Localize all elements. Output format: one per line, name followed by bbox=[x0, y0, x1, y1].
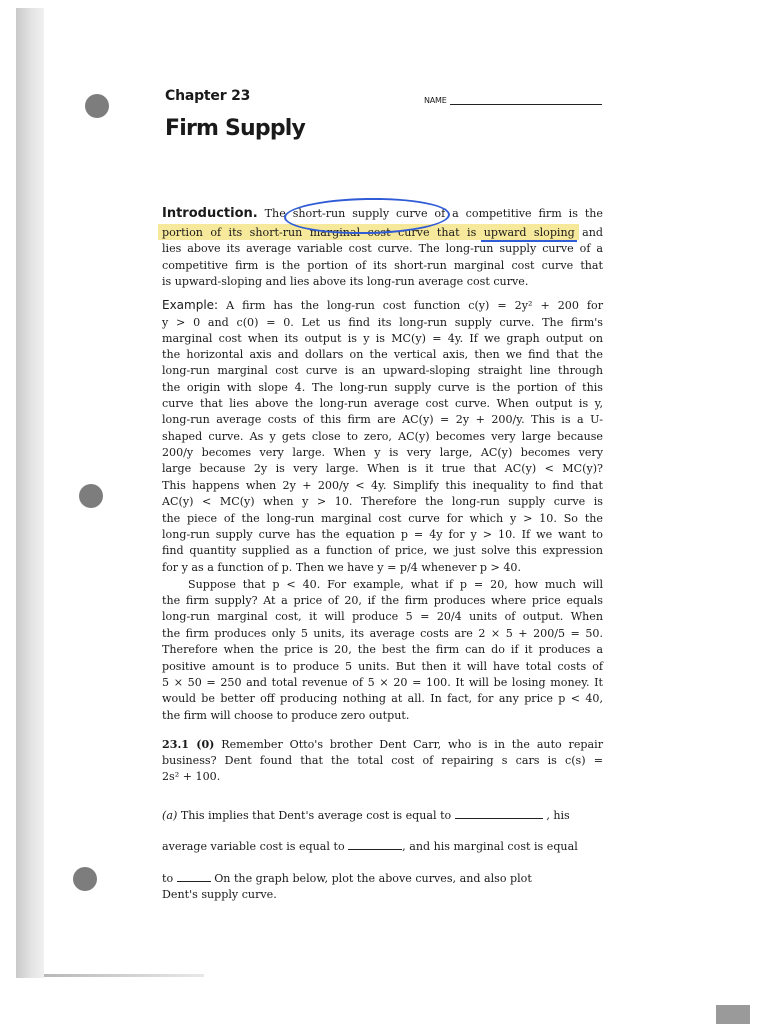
example-line: 200/y becomes very large. When y is very large, AC(y) becomes very bbox=[162, 446, 603, 459]
page-edge-shadow bbox=[44, 974, 204, 977]
example-line: curve that lies above the long-run average cost curve. When output is y, bbox=[162, 397, 603, 410]
example-line: AC(y) < MC(y) when y > 10. Therefore the long-run supply curve is bbox=[162, 495, 603, 508]
example-line: y > 0 and c(0) = 0. Let us find its long-run supply curve. The firm's bbox=[162, 316, 603, 329]
intro-heading: Introduction. bbox=[162, 206, 258, 221]
example-line: long-run marginal cost curve is an upward-sloping straight line through bbox=[162, 364, 603, 377]
average-cost-blank[interactable] bbox=[455, 809, 543, 819]
example-line: shaped curve. As y gets close to zero, AC(y) becomes very large because bbox=[162, 430, 603, 443]
example-line: the firm will choose to produce zero output. bbox=[162, 709, 410, 722]
pen-underline-mark bbox=[481, 240, 577, 242]
problem-line: 23.1 (0) Remember Otto's brother Dent Carr, who is in the auto repair bbox=[162, 738, 603, 751]
example-line: for y as a function of p. Then we have y = p/4 whenever p > 40. bbox=[162, 561, 522, 574]
problem-number: 23.1 (0) bbox=[162, 738, 215, 751]
intro-line: lies above its average variable cost curve. The long-run supply curve of a bbox=[162, 242, 603, 255]
example-line: 5 × 50 = 250 and total revenue of 5 × 20 = 100. It will be losing money. It bbox=[162, 676, 603, 689]
part-a-label: (a) bbox=[162, 809, 178, 822]
example-line: long-run average costs of this firm are AC(y) = 2y + 200/y. This is a U- bbox=[162, 413, 603, 426]
example-heading: Example: bbox=[162, 298, 219, 312]
chapter-label: Chapter 23 bbox=[165, 88, 251, 104]
example-line: large because 2y is very large. When is it true that AC(y) < MC(y)? bbox=[162, 462, 603, 475]
example-line: This happens when 2y + 200/y < 4y. Simplify this inequality to find that bbox=[162, 479, 603, 492]
scan-corner-mark bbox=[716, 1005, 750, 1024]
intro-line: is upward-sloping and lies above its long-run average cost curve. bbox=[162, 275, 529, 288]
problem-line: business? Dent found that the total cost of repairing s cars is c(s) = bbox=[162, 754, 603, 767]
example-line: long-run marginal cost, it will produce 5 = 20/4 units of output. When bbox=[162, 610, 603, 623]
binder-edge-shadow bbox=[16, 8, 44, 978]
example-line: Therefore when the price is 20, the best the firm can do if it produces a bbox=[162, 643, 603, 656]
example-line: the origin with slope 4. The long-run supply curve is the portion of this bbox=[162, 381, 603, 394]
punch-hole-icon bbox=[73, 867, 97, 891]
name-field-label: NAME bbox=[424, 96, 447, 105]
average-variable-cost-blank[interactable] bbox=[348, 840, 402, 850]
intro-line: competitive firm is the portion of its short-run marginal cost curve that bbox=[162, 259, 603, 272]
example-line: find quantity supplied as a function of price, we just solve this expression bbox=[162, 544, 603, 557]
example-line: would be better off producing nothing at all. In fact, for any price p < 40, bbox=[162, 692, 603, 705]
example-line: the firm produces only 5 units, its average costs are 2 × 5 + 200/5 = 50. bbox=[162, 627, 603, 640]
part-a-line: average variable cost is equal to , and his marginal cost is equal bbox=[162, 840, 578, 853]
punch-hole-icon bbox=[85, 94, 109, 118]
page-title: Firm Supply bbox=[165, 116, 306, 141]
example-line: long-run supply curve has the equation p = 4y for y > 10. If we want to bbox=[162, 528, 603, 541]
punch-hole-icon bbox=[79, 484, 103, 508]
part-a-line: Dent's supply curve. bbox=[162, 888, 277, 901]
name-field-line bbox=[450, 104, 602, 105]
part-a-line: to On the graph below, plot the above curves, and also plot bbox=[162, 872, 532, 885]
example-line: positive amount is to produce 5 units. But then it will have total costs of bbox=[162, 660, 603, 673]
intro-line: portion of its short-run marginal cost curve that is upward sloping and bbox=[162, 226, 603, 239]
example-line: Example: A firm has the long-run cost function c(y) = 2y² + 200 for bbox=[162, 298, 603, 312]
problem-line: 2s² + 100. bbox=[162, 770, 221, 783]
example-line: the firm supply? At a price of 20, if the firm produces where price equals bbox=[162, 594, 603, 607]
example-line: the piece of the long-run marginal cost curve for which y > 10. So the bbox=[162, 512, 603, 525]
example-line: Suppose that p < 40. For example, what if p = 20, how much will bbox=[188, 578, 603, 591]
intro-line: Introduction. The short-run supply curve of a competitive firm is the bbox=[162, 206, 603, 221]
marginal-cost-blank[interactable] bbox=[177, 872, 211, 882]
example-line: the horizontal axis and dollars on the vertical axis, then we find that the bbox=[162, 348, 603, 361]
example-line: marginal cost when its output is y is MC(y) = 4y. If we graph output on bbox=[162, 332, 603, 345]
part-a-line: (a) This implies that Dent's average cost is equal to , his bbox=[162, 809, 570, 822]
